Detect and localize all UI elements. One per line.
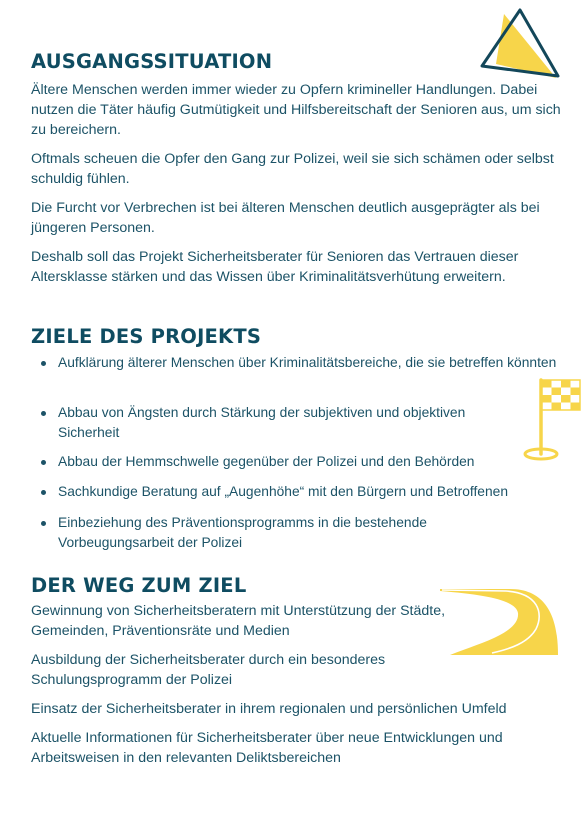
list-item bbox=[58, 482, 558, 502]
bullet-icon bbox=[41, 490, 46, 495]
list-item bbox=[58, 353, 558, 373]
paragraph: Ausbildung der Sicherheitsberater durch ein besonderes Schulungsprogramm der Polizei bbox=[31, 652, 386, 688]
list-item-text: Einbeziehung des Präventionsprogramms in die bestehende Vorbeugungsarbeit der Polizei bbox=[58, 515, 427, 550]
paragraph: Oftmals scheuen die Opfer den Gang zur Polizei, weil sie sich schämen oder selbst schuldig fühlen. bbox=[31, 151, 554, 187]
bullet-icon bbox=[41, 411, 46, 416]
bullet-icon bbox=[41, 460, 46, 465]
checkered-flag-icon bbox=[515, 372, 585, 467]
list-item-text: Abbau von Ängsten durch Stärkung der subjektiven und objektiven Sicherheit bbox=[58, 405, 466, 440]
list-item-text: Sachkundige Beratung auf „Augenhöhe“ mit den Bürgern und Betroffenen bbox=[58, 484, 508, 499]
paragraph: Gewinnung von Sicherheitsberatern mit Unterstützung der Städte, Gemeinden, Präventionsräte und Medien bbox=[31, 603, 446, 639]
list-item bbox=[58, 513, 478, 553]
paragraph: Die Furcht vor Verbrechen ist bei älteren Menschen deutlich ausgeprägter als bei jüngeren Personen. bbox=[31, 200, 540, 236]
section-heading-goals: ZIELE DES PROJEKTS bbox=[31, 325, 262, 348]
list-item-text: Aufklärung älterer Menschen über Kriminalitätsbereiche, die sie betreffen könnten bbox=[58, 355, 557, 370]
list-item bbox=[58, 403, 508, 443]
bullet-icon bbox=[41, 521, 46, 526]
paragraph: Ältere Menschen werden immer wieder zu Opfern krimineller Handlungen. Dabei nutzen die Täter häufig Gutmütigkeit und Hilfsbereitschaft der Senioren aus, um sich zu bereichern. bbox=[31, 82, 561, 138]
paragraph: Deshalb soll das Projekt Sicherheitsberater für Senioren das Vertrauen dieser Altersklasse stärken und das Wissen über Kriminalitätsverhütung erweitern. bbox=[31, 249, 519, 285]
list-item bbox=[58, 452, 558, 472]
paragraph: Aktuelle Informationen für Sicherheitsberater über neue Entwicklungen und Arbeitsweisen in den relevanten Deliktsbereichen bbox=[31, 730, 503, 766]
section-heading-path: DER WEG ZUM ZIEL bbox=[31, 574, 247, 597]
bullet-icon bbox=[41, 361, 46, 366]
section-heading-situation: AUSGANGSSITUATION bbox=[31, 50, 273, 73]
triangle-icon bbox=[456, 6, 566, 86]
list-item-text: Abbau der Hemmschwelle gegenüber der Polizei und den Behörden bbox=[58, 454, 475, 469]
paragraph: Einsatz der Sicherheitsberater in ihrem regionalen und persönlichen Umfeld bbox=[31, 701, 507, 717]
